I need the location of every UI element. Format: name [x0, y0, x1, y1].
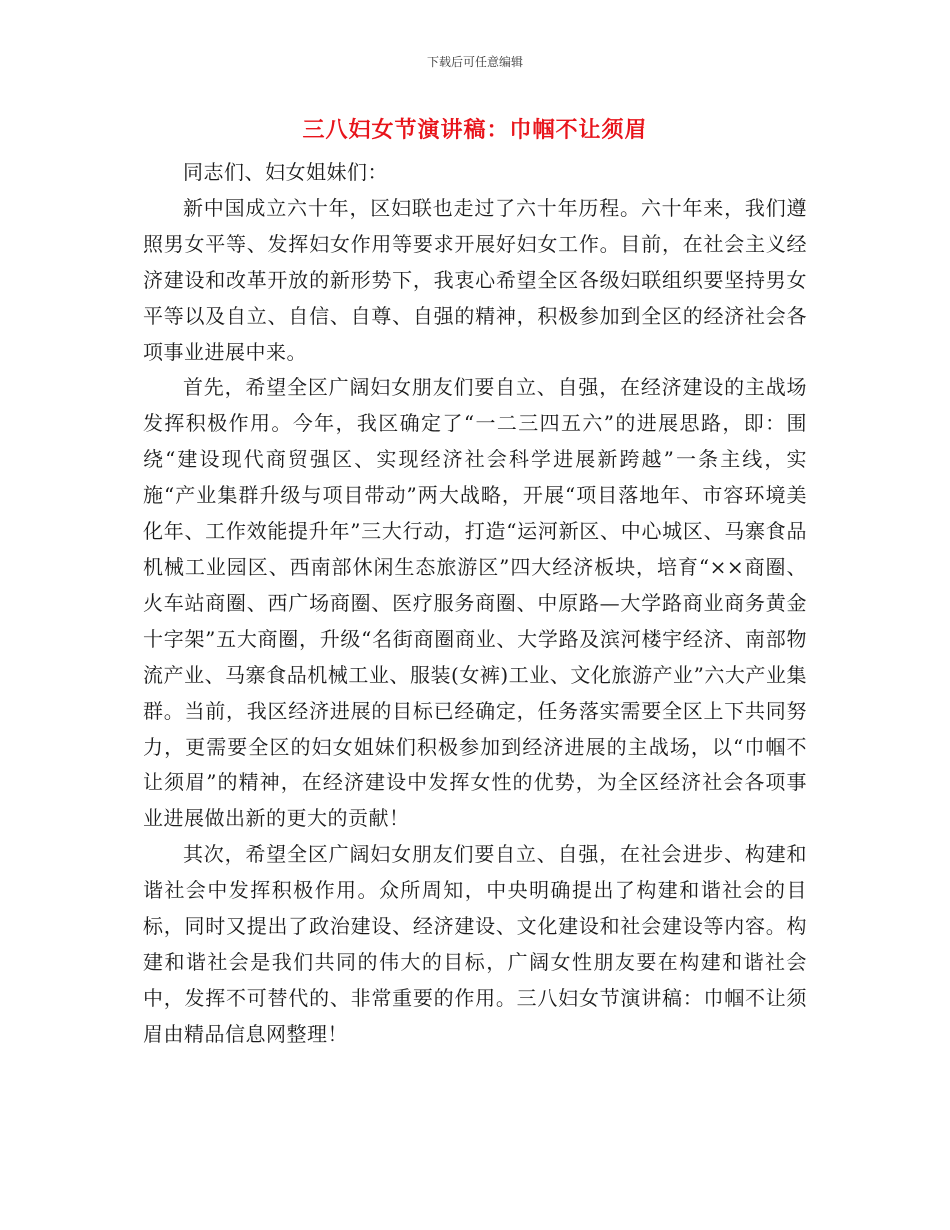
- paragraph-2: 首先，希望全区广阔妇女朋友们要自立、自强，在经济建设的主战场发挥积极作用。今年，我区确定了“一二三四五六”的进展思路，即：围绕“建设现代商贸强区、实现经济社会科学进展新跨越”一条主线，实施“产业集群升级与项目带动”两大战略，开展“项目落地年、市容环境美化年、工作效能提升年”三大行动，打造“运河新区、中心城区、马寨食品机械工业园区、西南部休闲生态旅游区”四大经济板块，培育“××商圈、火车站商圈、西广场商圈、医疗服务商圈、中原路—大学路商业商务黄金十字架”五大商圈，升级“名街商圈商业、大学路及滨河楼宇经济、南部物流产业、马寨食品机械工业、服装(女裤)工业、文化旅游产业”六大产业集群。当前，我区经济进展的目标已经确定，任务落实需要全区上下共同努力，更需要全区的妇女姐妹们积极参加到经济进展的主战场，以“巾帼不让须眉”的精神，在经济建设中发挥女性的优势，为全区经济社会各项事业进展做出新的更大的贡献！: [143, 375, 807, 831]
- paragraph-3: 其次，希望全区广阔妇女朋友们要自立、自强，在社会进步、构建和谐社会中发挥积极作用。众所周知，中央明确提出了构建和谐社会的目标，同时又提出了政治建设、经济建设、文化建设和社会建设等内容。构建和谐社会是我们共同的伟大的目标，广阔女性朋友要在构建和谐社会中，发挥不可替代的、非常重要的作用。三八妇女节演讲稿：巾帼不让须眉由精品信息网整理！: [143, 842, 807, 1046]
- header-note: 下载后可任意编辑: [426, 55, 523, 69]
- paragraph-1: 新中国成立六十年，区妇联也走过了六十年历程。六十年来，我们遵照男女平等、发挥妇女作用等要求开展好妇女工作。目前，在社会主义经济建设和改革开放的新形势下，我衷心希望全区各级妇联组织要坚持男女平等以及自立、自信、自尊、自强的精神，积极参加到全区的经济社会各项事业进展中来。: [143, 195, 807, 364]
- greeting-line: 同志们、妇女姐妹们：: [183, 160, 388, 184]
- document-body: [143, 155, 807, 1053]
- document-title: 三八妇女节演讲稿：巾帼不让须眉: [302, 118, 648, 143]
